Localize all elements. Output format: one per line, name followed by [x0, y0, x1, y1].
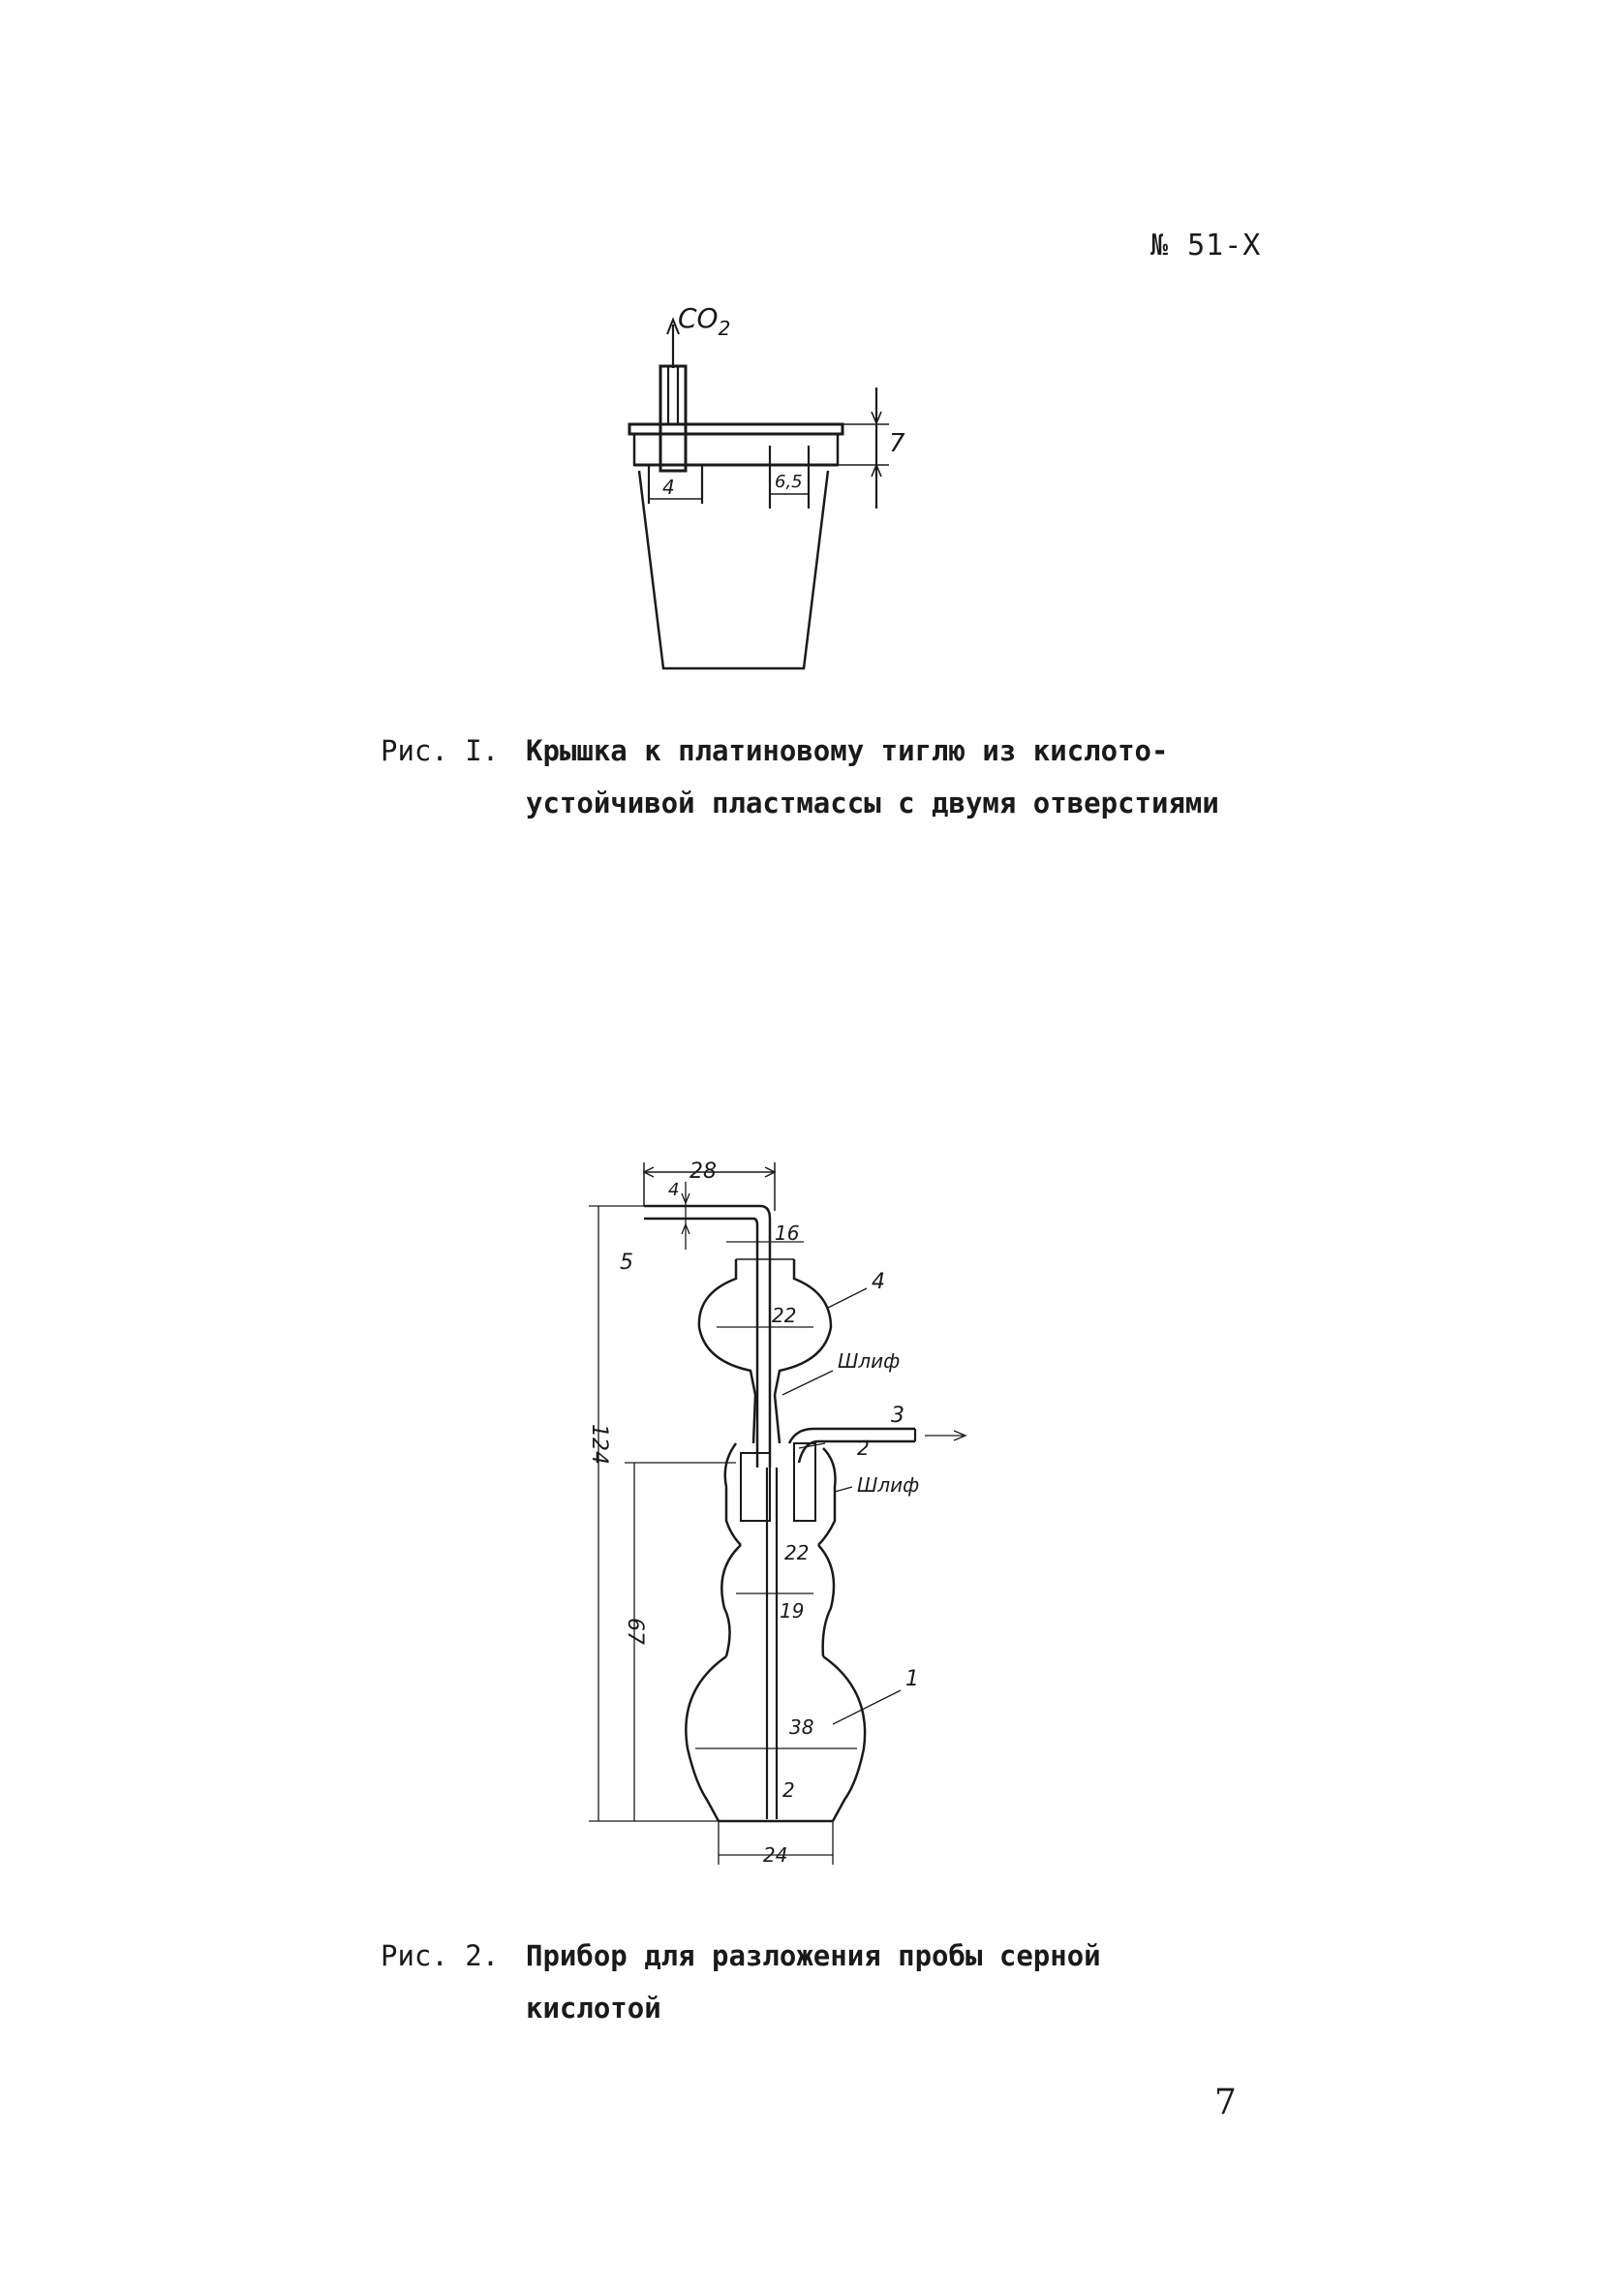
dim-tube-bottom: 2	[782, 1778, 795, 1802]
dim-flask: 38	[789, 1716, 814, 1739]
dim-base: 24	[763, 1843, 788, 1867]
page-number: 7	[1214, 2083, 1237, 2122]
document-number: № 51-X	[1150, 229, 1262, 263]
figure-1-caption-prefix: Рис. I.	[381, 734, 500, 767]
dim-total-height: 124	[587, 1424, 611, 1465]
figure-2-caption-prefix: Рис. 2.	[381, 1939, 500, 1972]
figure-1-caption-line2: устойчивой пластмассы с двумя отверстиями	[526, 787, 1219, 819]
figure-1-crucible-lid	[581, 300, 949, 688]
figure-2-caption	[381, 1930, 1101, 2034]
dim-hole-right-label: 6,5	[775, 472, 803, 492]
dim-top-width: 28	[689, 1159, 717, 1184]
figure-2-apparatus	[581, 1153, 988, 1867]
label-5: 5	[620, 1251, 633, 1275]
figure-1-caption	[381, 725, 1219, 829]
figure-1-caption-line1: Крышка к платиновому тиглю из кислото-	[526, 734, 1169, 767]
dim-19: 19	[780, 1599, 805, 1623]
dim-neck: 16	[775, 1221, 800, 1245]
label-shlif-top: Шлиф	[838, 1349, 901, 1373]
co2-label: $CO_2$	[678, 302, 731, 340]
figure-2-caption-line2: кислотой	[526, 1992, 661, 2025]
dim-hole-left-label: 4	[662, 476, 675, 499]
label-shlif-side: Шлиф	[857, 1473, 920, 1497]
label-3: 3	[891, 1404, 904, 1428]
figure-2-caption-line1: Прибор для разложения пробы серной	[526, 1939, 1101, 1972]
dim-lower-height: 67	[623, 1618, 647, 1645]
label-1: 1	[905, 1667, 919, 1691]
dim-height-label: 7	[889, 429, 905, 458]
label-4: 4	[872, 1270, 885, 1294]
dim-mid: 22	[784, 1541, 810, 1564]
label-2-upper: 2	[857, 1437, 870, 1460]
dim-bulb-upper: 22	[772, 1304, 797, 1327]
dim-tube-gap: 4	[668, 1180, 680, 1200]
